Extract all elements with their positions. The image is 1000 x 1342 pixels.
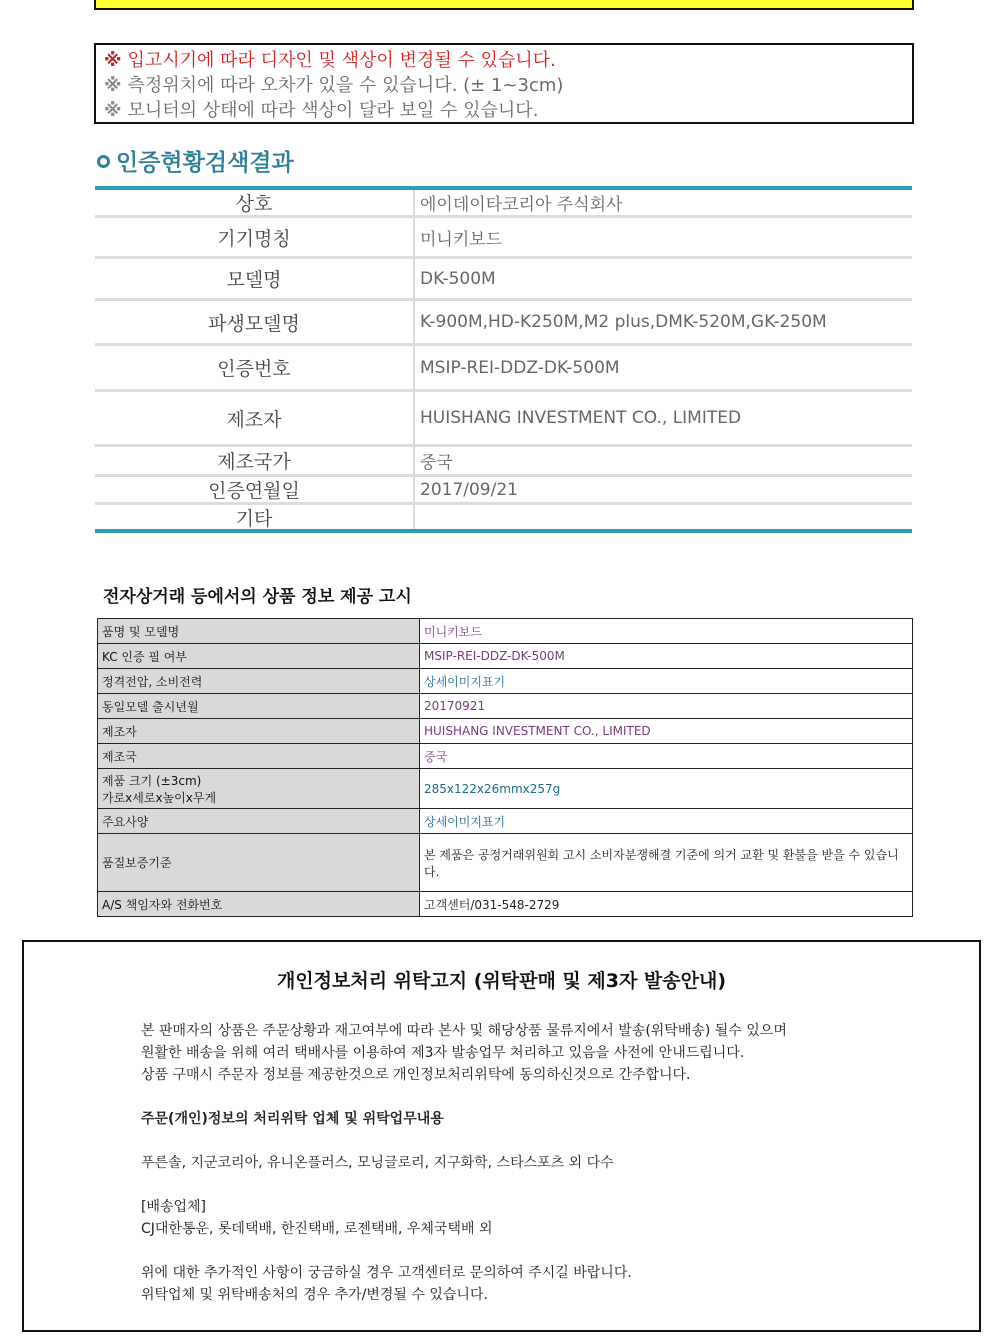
privacy-body	[141, 1020, 941, 1306]
reference-mark-icon: ※	[104, 50, 122, 71]
cert-label: 기타	[95, 505, 415, 529]
notice-line: ※ 입고시기에 따라 디자인 및 색상이 변경될 수 있습니다.	[104, 50, 556, 71]
cert-value: 에이데이타코리아 주식회사	[420, 195, 623, 215]
notice-box	[94, 43, 914, 124]
privacy-partners: 푸른솔, 지군코리아, 유니온플러스, 모닝글로리, 지구화학, 스타스포츠 외 다수	[141, 1155, 614, 1171]
cert-label: 인증연월일	[95, 477, 415, 502]
table-row	[98, 892, 913, 917]
info-key: 동일모델 출시년월	[98, 694, 420, 719]
privacy-closing: 위탁업체 및 위탁배송처의 경우 추가/변경될 수 있습니다.	[141, 1287, 488, 1303]
info-key: 품명 및 모델명	[98, 619, 420, 644]
info-value: 미니키보드	[420, 619, 913, 644]
info-key: A/S 책임자와 전화번호	[98, 892, 420, 917]
reference-mark-icon: ※	[104, 100, 122, 121]
info-value: 285x122x26mmx257g	[420, 769, 913, 809]
privacy-paragraph: 본 판매자의 상품은 주문상황과 재고여부에 따라 본사 및 해당상품 물류지에서 발송(위탁배송) 될수 있으며	[141, 1023, 787, 1039]
info-key: 정격전압, 소비전력	[98, 669, 420, 694]
delivery-heading: [배송업체]	[141, 1199, 207, 1215]
info-key: 제조국	[98, 744, 420, 769]
cert-value: 2017/09/21	[420, 479, 518, 500]
table-row	[98, 769, 913, 809]
table-row	[98, 809, 913, 834]
notice-line: ※ 측정위치에 따라 오차가 있을 수 있습니다. (± 1~3cm)	[104, 75, 564, 96]
cert-value: HUISHANG INVESTMENT CO., LIMITED	[420, 408, 742, 428]
table-row	[98, 669, 913, 694]
privacy-closing: 위에 대한 추가적인 사항이 궁금하실 경우 고객센터로 문의하여 주시길 바랍니다.	[141, 1265, 632, 1281]
cert-row	[95, 389, 912, 444]
cert-row	[95, 215, 912, 256]
cert-value	[415, 505, 912, 529]
certification-heading: 인증현황검색결과	[97, 144, 294, 178]
table-row	[98, 744, 913, 769]
info-value: 고객센터/031-548-2729	[420, 892, 913, 917]
info-key: KC 인증 필 여부	[98, 644, 420, 669]
info-key: 품질보증기준	[98, 834, 420, 892]
cert-row	[95, 343, 912, 389]
cert-row	[95, 298, 912, 343]
cert-value: DK-500M	[420, 268, 496, 289]
privacy-notice-box	[22, 940, 981, 1332]
info-value: 상세이미지표기	[420, 809, 913, 834]
table-row	[98, 834, 913, 892]
product-info-table	[97, 618, 913, 917]
cert-label: 상호	[95, 190, 415, 215]
privacy-title: 개인정보처리 위탁고지 (위탁판매 및 제3자 발송안내)	[276, 970, 727, 992]
table-row	[98, 619, 913, 644]
cert-label: 제조자	[95, 392, 415, 444]
table-row	[98, 719, 913, 744]
table-row	[98, 644, 913, 669]
table-row	[98, 694, 913, 719]
info-value: 본 제품은 공정거래위원회 고시 소비자분쟁해결 기준에 의거 교환 및 환불을 받을 수 있습니다.	[420, 834, 913, 892]
cert-row	[95, 256, 912, 298]
info-value: 중국	[420, 744, 913, 769]
privacy-paragraph: 상품 구매시 주문자 정보를 제공한것으로 개인정보처리위탁에 동의하신것으로 간주합니다.	[141, 1067, 691, 1083]
notice-line: ※ 모니터의 상태에 따라 색상이 달라 보일 수 있습니다.	[104, 100, 539, 121]
cert-value: 중국	[420, 453, 453, 473]
top-yellow-banner	[94, 0, 914, 10]
privacy-subheading: 주문(개인)정보의 처리위탁 업체 및 위탁업무내용	[141, 1111, 444, 1127]
cert-label: 제조국가	[95, 447, 415, 474]
info-value: 20170921	[420, 694, 913, 719]
cert-label: 파생모델명	[95, 301, 415, 343]
reference-mark-icon: ※	[104, 75, 122, 96]
cert-row	[95, 474, 912, 502]
privacy-paragraph: 원활한 배송을 위해 여러 택배사를 이용하여 제3자 발송업무 처리하고 있음을 사전에 안내드립니다.	[141, 1045, 745, 1061]
cert-label: 인증번호	[95, 346, 415, 389]
info-key: 제조자	[98, 719, 420, 744]
certification-table	[95, 186, 912, 533]
info-value: MSIP-REI-DDZ-DK-500M	[420, 644, 913, 669]
cert-row	[95, 444, 912, 474]
cert-label: 기기명칭	[95, 218, 415, 256]
info-key: 주요사양	[98, 809, 420, 834]
cert-label: 모델명	[95, 259, 415, 298]
info-value: HUISHANG INVESTMENT CO., LIMITED	[420, 719, 913, 744]
cert-row	[95, 190, 912, 215]
cert-value: MSIP-REI-DDZ-DK-500M	[420, 357, 620, 378]
product-notice-title: 전자상거래 등에서의 상품 정보 제공 고시	[103, 587, 412, 607]
info-key: 제품 크기 (±3cm) 가로x세로x높이x무게	[98, 769, 420, 809]
delivery-list: CJ대한통운, 롯데택배, 한진택배, 로젠택배, 우체국택배 외	[141, 1221, 493, 1237]
cert-value: K-900M,HD-K250M,M2 plus,DMK-520M,GK-250M	[420, 312, 827, 332]
info-value: 상세이미지표기	[420, 669, 913, 694]
cert-value: 미니키보드	[420, 229, 503, 250]
circle-bullet-icon	[97, 155, 110, 168]
cert-row	[95, 502, 912, 529]
